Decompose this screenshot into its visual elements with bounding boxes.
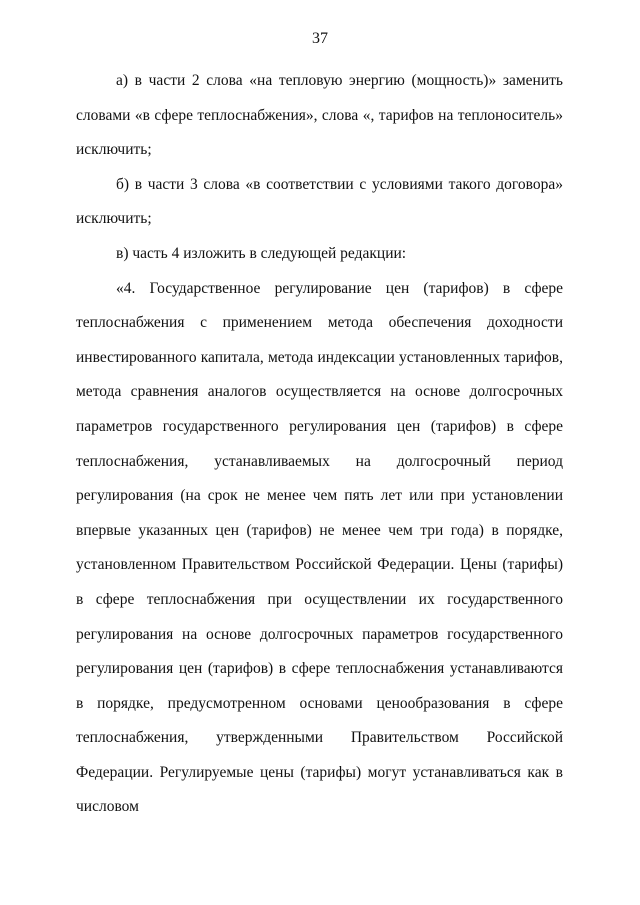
document-body — [76, 64, 563, 825]
paragraph-part-4: «4. Государственное регулирование цен (тарифов) в сфере теплоснабжения с применением метода обеспечения доходности инвестированного капитала, метода индексации установленных тарифов, метода сравнения аналогов осуществляется на основе долгосрочных параметров государственного регулирования цен (тарифов) в сфере теплоснабжения, устанавливаемых на долгосрочный период регулирования (на срок не менее чем пять лет или при установлении впервые указанных цен (тарифов) не менее чем три года) в порядке, установленном Правительством Российской Федерации. Цены (тарифы) в сфере теплоснабжения при осуществлении их государственного регулирования на основе долгосрочных параметров государственного регулирования цен (тарифов) в сфере теплоснабжения устанавливаются в порядке, предусмотренном основами ценообразования в сфере теплоснабжения, утвержденными Правительством Российской Федерации. Регулируемые цены (тарифы) могут устанавливаться как в числовом — [76, 279, 563, 816]
paragraph-b: б) в части 3 слова «в соответствии с условиями такого договора» исключить; — [76, 175, 563, 228]
paragraph-c: в) часть 4 изложить в следующей редакции: — [116, 244, 407, 262]
paragraph-a: а) в части 2 слова «на тепловую энергию (мощность)» заменить словами «в сфере теплоснабжения», слова «, тарифов на теплоноситель» исключить; — [76, 72, 563, 159]
page-number: 37 — [312, 30, 328, 47]
